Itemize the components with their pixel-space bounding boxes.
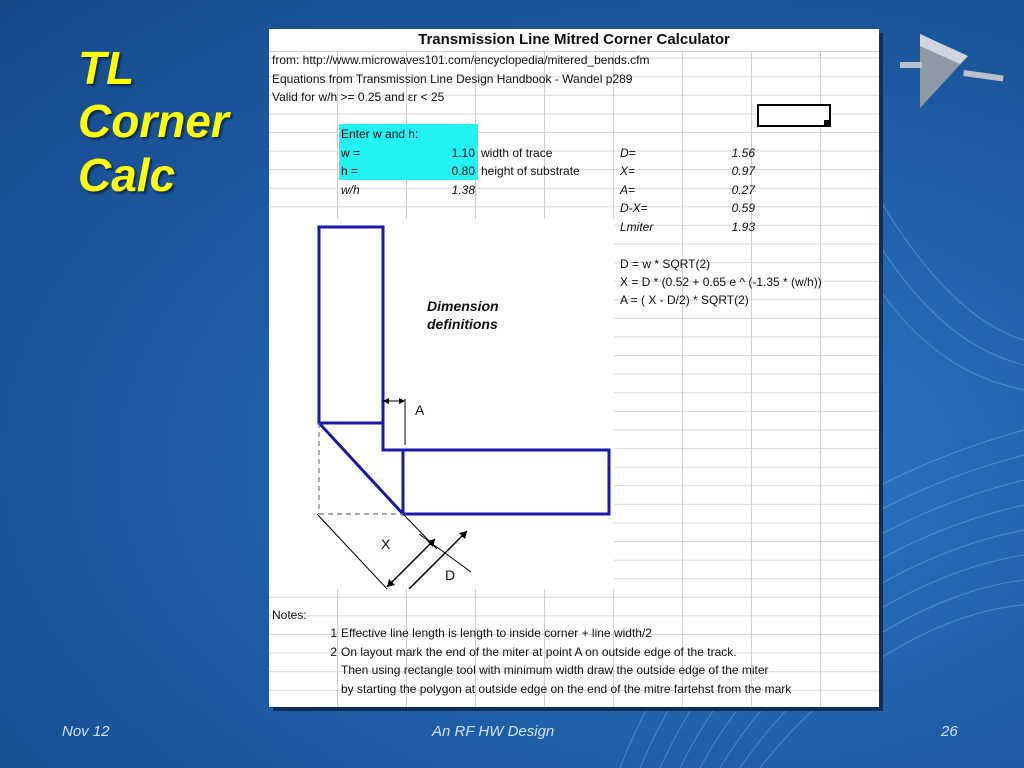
- validity-line: Valid for w/h >= 0.25 and εr < 25: [272, 90, 445, 104]
- result-label-x: X=: [620, 164, 636, 178]
- note-number: 1: [330, 626, 337, 640]
- source-line: from: http://www.microwaves101.com/encyclopedia/mitered_bends.cfm: [272, 53, 650, 67]
- note-text: On layout mark the end of the miter at point A on outside edge of the track.: [341, 645, 737, 659]
- note-text: by starting the polygon at outside edge on the end of the mitre fartehst from the mark: [341, 682, 792, 696]
- w-label: w =: [341, 146, 361, 160]
- result-value-a: 0.27: [731, 183, 755, 197]
- sheet-title: Transmission Line Mitred Corner Calculator: [269, 29, 879, 52]
- footer-title: An RF HW Design: [432, 723, 555, 740]
- input-prompt: Enter w and h:: [341, 127, 419, 141]
- note-number: 2: [330, 645, 337, 659]
- miter-diagram: [269, 219, 614, 589]
- w-description: width of trace: [481, 146, 553, 160]
- dimension-a-label: A: [415, 402, 425, 418]
- result-value-d: 1.56: [731, 146, 755, 160]
- spreadsheet-image: [269, 29, 879, 707]
- formula-d: D = w * SQRT(2): [620, 257, 711, 271]
- slide-title-line-3: Calc: [78, 148, 176, 201]
- dimension-d-label: D: [445, 567, 456, 583]
- dimension-x-label: X: [381, 536, 391, 552]
- corner-logo-icon: [898, 26, 1008, 116]
- w-input[interactable]: 1.10: [451, 146, 475, 160]
- note-text: Then using rectangle tool with minimum width draw the outside edge of the miter: [341, 663, 769, 677]
- note-text: Effective line length is length to inside corner + line width/2: [341, 626, 652, 640]
- h-input[interactable]: 0.80: [451, 164, 475, 178]
- slide-title-line-2: Corner: [78, 95, 229, 148]
- result-label-d: D=: [620, 146, 636, 160]
- wh-label: w/h: [341, 183, 360, 197]
- result-label-lmiter: Lmiter: [620, 220, 654, 234]
- result-label-a: A=: [620, 183, 636, 197]
- diagram-caption-line-1: Dimension: [427, 298, 499, 314]
- result-value-lmiter: 1.93: [731, 220, 755, 234]
- diagram-caption-line-2: definitions: [427, 316, 498, 332]
- footer-date: Nov 12: [62, 723, 110, 740]
- reference-line: Equations from Transmission Line Design Handbook - Wandel p289: [272, 72, 633, 86]
- result-value-dx: 0.59: [731, 201, 755, 215]
- fill-handle[interactable]: [824, 120, 829, 125]
- page-number: 26: [941, 723, 958, 740]
- result-label-dx: D-X=: [620, 201, 648, 215]
- selected-cell[interactable]: [757, 104, 831, 127]
- result-value-x: 0.97: [731, 164, 755, 178]
- slide-title-line-1: TL: [78, 42, 135, 94]
- h-description: height of substrate: [481, 164, 580, 178]
- formula-x: X = D * (0.52 + 0.65 e ^ (-1.35 * (w/h)): [620, 275, 822, 289]
- formula-a: A = ( X - D/2) * SQRT(2): [620, 293, 749, 307]
- h-label: h =: [341, 164, 359, 178]
- slide-title: [78, 42, 278, 202]
- wh-value: 1.38: [451, 183, 475, 197]
- notes-heading: Notes:: [272, 608, 307, 622]
